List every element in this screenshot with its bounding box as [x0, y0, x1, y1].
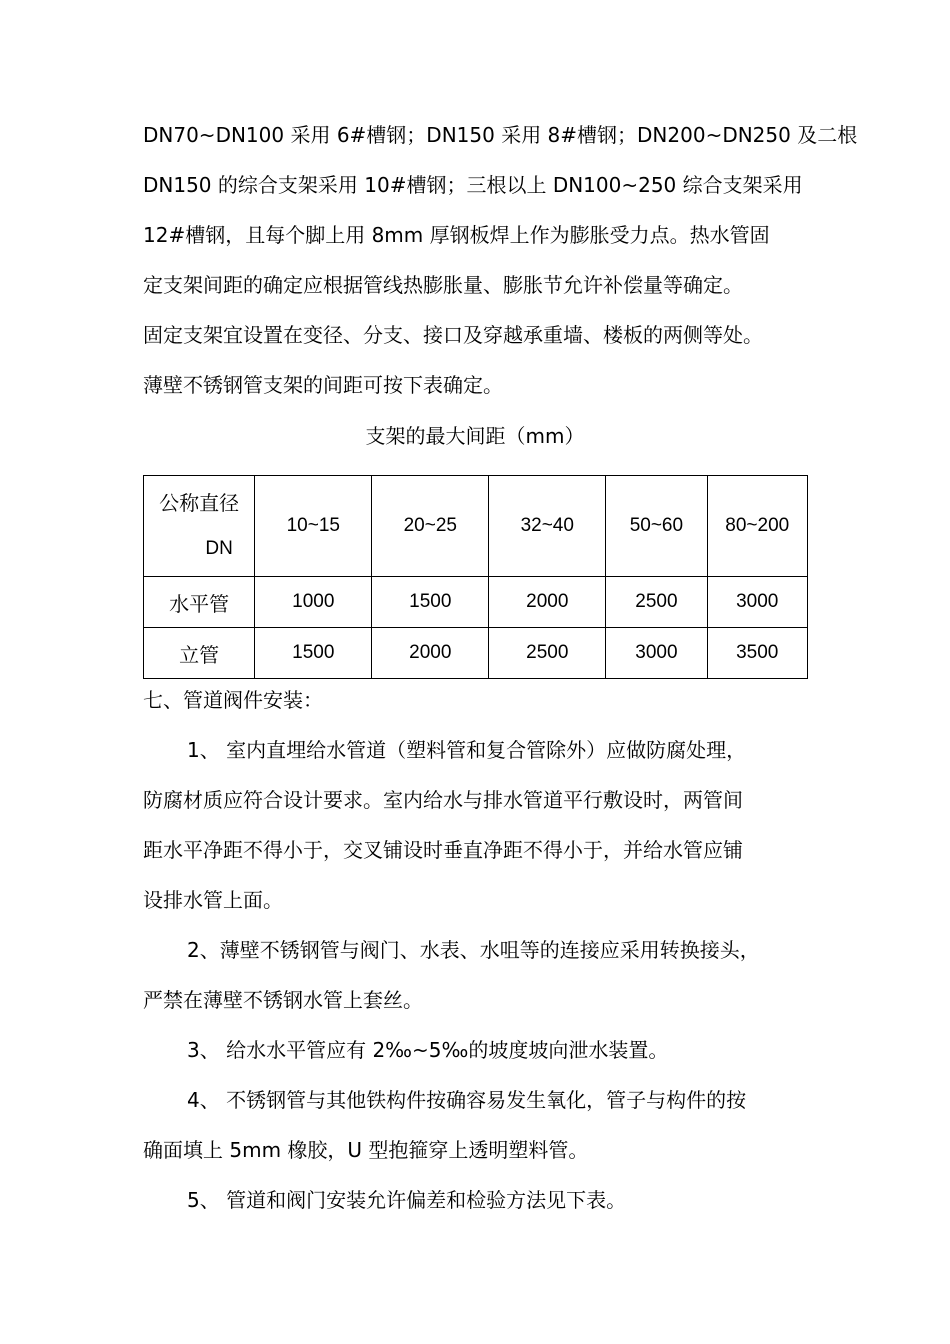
paragraph-line: 确面填上 5mm 橡胶，U 型抱箍穿上透明塑料管。: [143, 1138, 589, 1162]
list-item: 2、薄壁不锈钢管与阀门、水表、水咀等的连接应采用转换接头，: [187, 938, 760, 962]
column-header: 20~25: [372, 476, 489, 577]
paragraph-line: 固定支架宜设置在变径、分支、接口及穿越承重墙、楼板的两侧等处。: [143, 323, 763, 347]
table-header-row: [144, 476, 808, 577]
paragraph-line: 设排水管上面。: [143, 888, 283, 912]
table-cell: 1500: [372, 577, 489, 628]
table-cell: 2000: [489, 577, 606, 628]
section-title: 七、管道阀件安装：: [143, 688, 323, 712]
paragraph-line: 薄壁不锈钢管支架的间距可按下表确定。: [143, 373, 503, 397]
paragraph-line: 防腐材质应符合设计要求。室内给水与排水管道平行敷设时，两管间: [143, 788, 743, 812]
column-header: 80~200: [707, 476, 807, 577]
support-spacing-table: [143, 475, 808, 679]
table-cell: 3500: [707, 628, 807, 679]
paragraph-line: 距水平净距不得小于，交叉铺设时垂直净距不得小于，并给水管应铺: [143, 838, 743, 862]
list-item: 1、 室内直埋给水管道（塑料管和复合管除外）应做防腐处理，: [187, 738, 747, 762]
list-item: 4、 不锈钢管与其他铁构件按确容易发生氧化，管子与构件的按: [187, 1088, 747, 1112]
header-label-line1: 公称直径: [159, 491, 240, 515]
table-cell: 2500: [489, 628, 606, 679]
column-header: 32~40: [489, 476, 606, 577]
table-cell: 1500: [255, 628, 372, 679]
header-label-line2: DN: [205, 538, 233, 559]
list-item: 5、 管道和阀门安装允许偏差和检验方法见下表。: [187, 1188, 627, 1212]
table-cell: 2500: [606, 577, 707, 628]
header-label-cell: [144, 476, 255, 577]
row-label: 水平管: [144, 577, 255, 628]
paragraph-line: DN70~DN100 采用 6#槽钢；DN150 采用 8#槽钢；DN200~DN250 及二根: [143, 123, 858, 147]
table-row: [144, 577, 808, 628]
table-caption: 支架的最大间距（mm）: [365, 424, 585, 448]
paragraph-line: 12#槽钢，且每个脚上用 8mm 厚钢板焊上作为膨胀受力点。热水管固: [143, 223, 770, 247]
paragraph-line: 严禁在薄壁不锈钢水管上套丝。: [143, 988, 423, 1012]
paragraph-line: 定支架间距的确定应根据管线热膨胀量、膨胀节允许补偿量等确定。: [143, 273, 743, 297]
row-label: 立管: [144, 628, 255, 679]
table-cell: 2000: [372, 628, 489, 679]
paragraph-line: DN150 的综合支架采用 10#槽钢；三根以上 DN100~250 综合支架采用: [143, 173, 803, 197]
table-row: [144, 628, 808, 679]
column-header: 50~60: [606, 476, 707, 577]
list-item: 3、 给水水平管应有 2‰~5‰的坡度坡向泄水装置。: [187, 1038, 669, 1062]
column-header: 10~15: [255, 476, 372, 577]
table-cell: 3000: [707, 577, 807, 628]
table-cell: 3000: [606, 628, 707, 679]
table-cell: 1000: [255, 577, 372, 628]
